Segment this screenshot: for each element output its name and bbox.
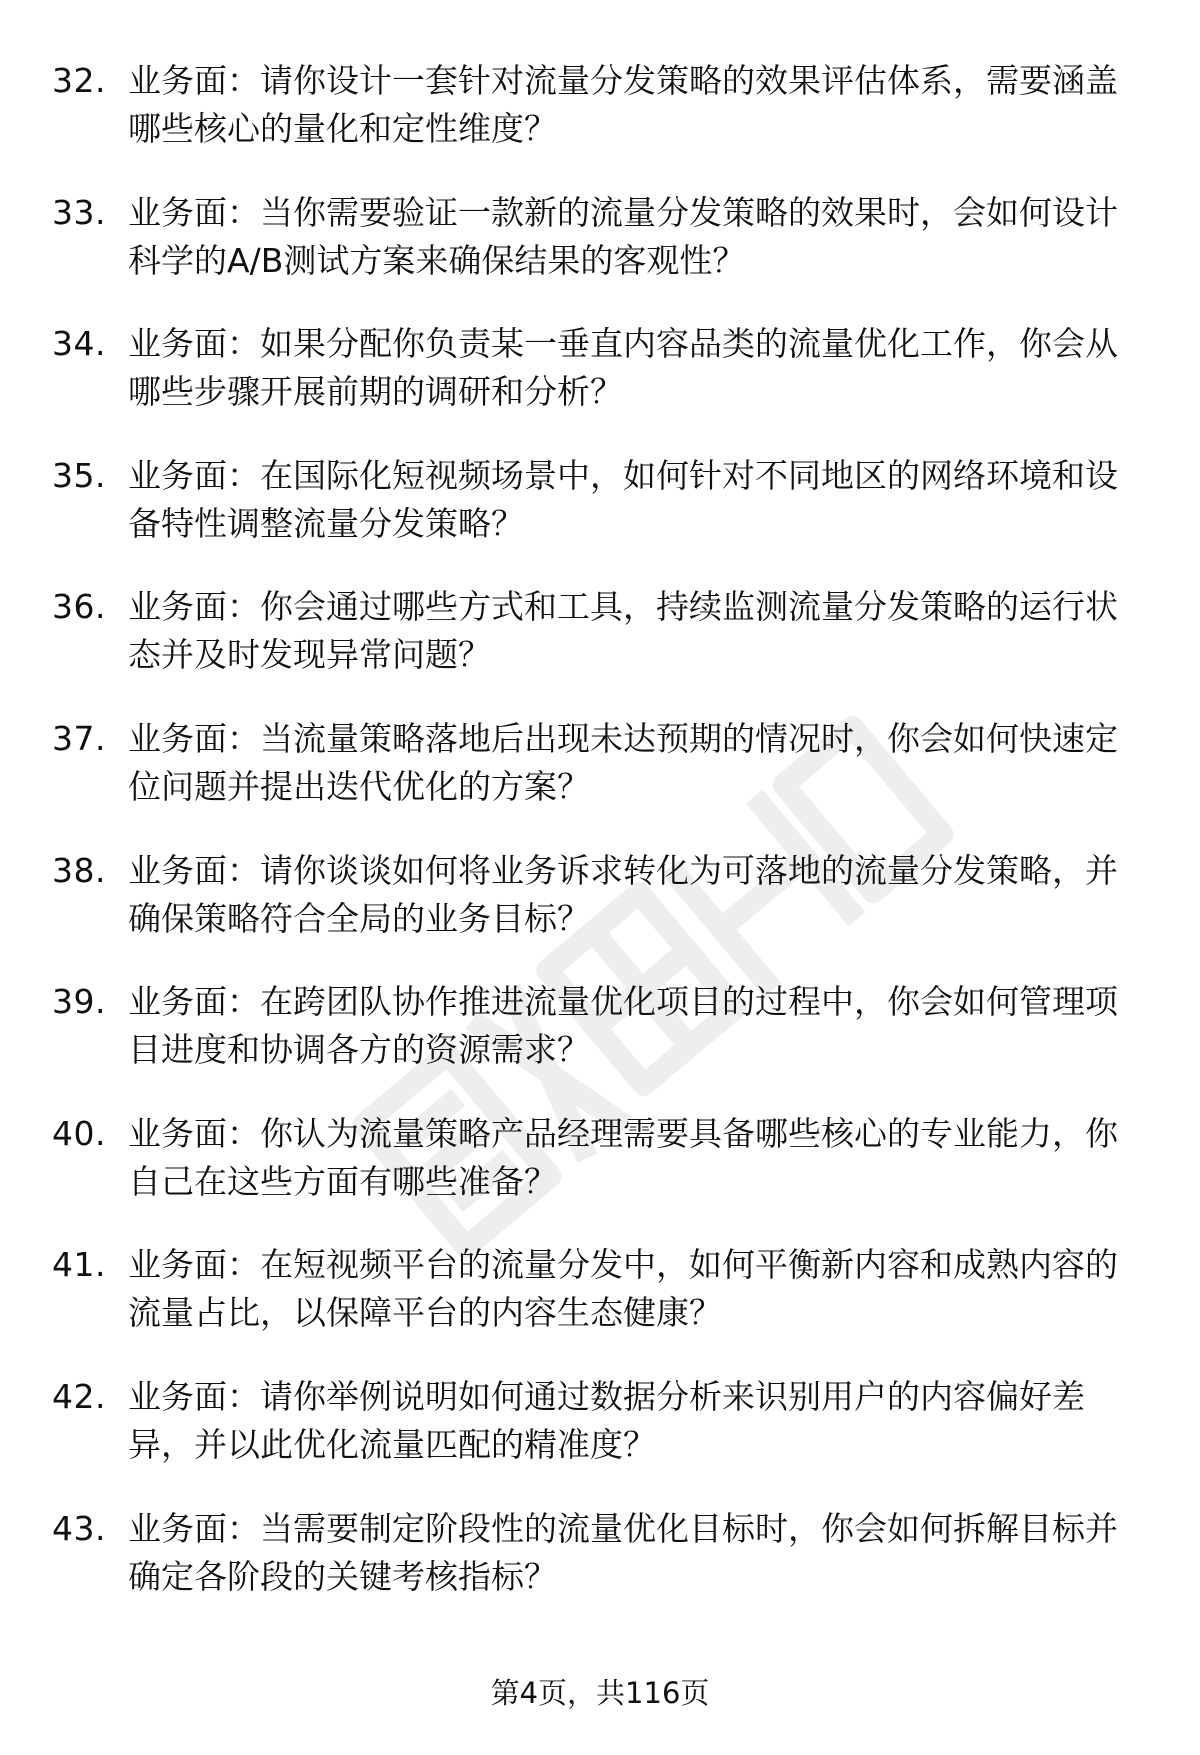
question-number: 33.: [52, 192, 106, 232]
question-text: 业务面：请你举例说明如何通过数据分析来识别用户的内容偏好差异，并以此优化流量匹配的精准度？: [128, 1376, 1085, 1464]
question-item: [0, 847, 1200, 979]
question-number: 41.: [52, 1245, 106, 1285]
question-text: 业务面：你会通过哪些方式和工具，持续监测流量分发策略的运行状态并及时发现异常问题？: [128, 587, 1118, 675]
question-text: 业务面：当流量策略落地后出现未达预期的情况时，你会如何快速定位问题并提出迭代优化的方案？: [128, 718, 1118, 806]
page-footer: 第4页，共116页: [490, 1676, 710, 1710]
question-number: 38.: [52, 850, 106, 890]
question-number: 32.: [52, 61, 106, 100]
question-number: 37.: [52, 718, 106, 758]
question-text: 业务面：请你设计一套针对流量分发策略的效果评估体系，需要涵盖哪些核心的量化和定性维度？: [128, 61, 1118, 148]
question-item: [0, 1505, 1200, 1637]
question-text: 业务面：在跨团队协作推进流量优化项目的过程中，你会如何管理项目进度和协调各方的资源需求？: [128, 982, 1118, 1070]
question-text: 业务面：当需要制定阶段性的流量优化目标时，你会如何拆解目标并确定各阶段的关键考核指标？: [128, 1508, 1118, 1596]
question-item: [0, 452, 1200, 584]
question-item: [0, 1373, 1200, 1505]
question-item: [0, 57, 1200, 189]
question-number: 43.: [52, 1508, 106, 1548]
question-text: 业务面：你认为流量策略产品经理需要具备哪些核心的专业能力，你自己在这些方面有哪些准备？: [128, 1113, 1118, 1201]
question-item: [0, 320, 1200, 452]
question-number: 39.: [52, 982, 106, 1022]
question-text: 业务面：如果分配你负责某一垂直内容品类的流量优化工作，你会从哪些步骤开展前期的调研和分析？: [128, 324, 1118, 412]
question-item: [0, 715, 1200, 847]
question-text: 业务面：在短视频平台的流量分发中，如何平衡新内容和成熟内容的流量占比，以保障平台的内容生态健康？: [128, 1245, 1118, 1333]
question-number: 36.: [52, 587, 106, 627]
question-item: [0, 978, 1200, 1110]
question-text: 业务面：请你谈谈如何将业务诉求转化为可落地的流量分发策略，并确保策略符合全局的业务目标？: [128, 850, 1118, 938]
question-item: [0, 583, 1200, 715]
question-text: 业务面：在国际化短视频场景中，如何针对不同地区的网络环境和设备特性调整流量分发策略？: [128, 455, 1118, 543]
question-number: 40.: [52, 1113, 106, 1153]
question-item: [0, 1110, 1200, 1242]
question-number: 42.: [52, 1376, 106, 1416]
question-list: [0, 57, 1200, 1636]
question-number: 35.: [52, 455, 106, 495]
question-item: [0, 1241, 1200, 1373]
question-number: 34.: [52, 324, 106, 364]
question-item: [0, 189, 1200, 321]
question-text: 业务面：当你需要验证一款新的流量分发策略的效果时，会如何设计科学的A/B测试方案来确保结果的客观性？: [128, 192, 1118, 280]
